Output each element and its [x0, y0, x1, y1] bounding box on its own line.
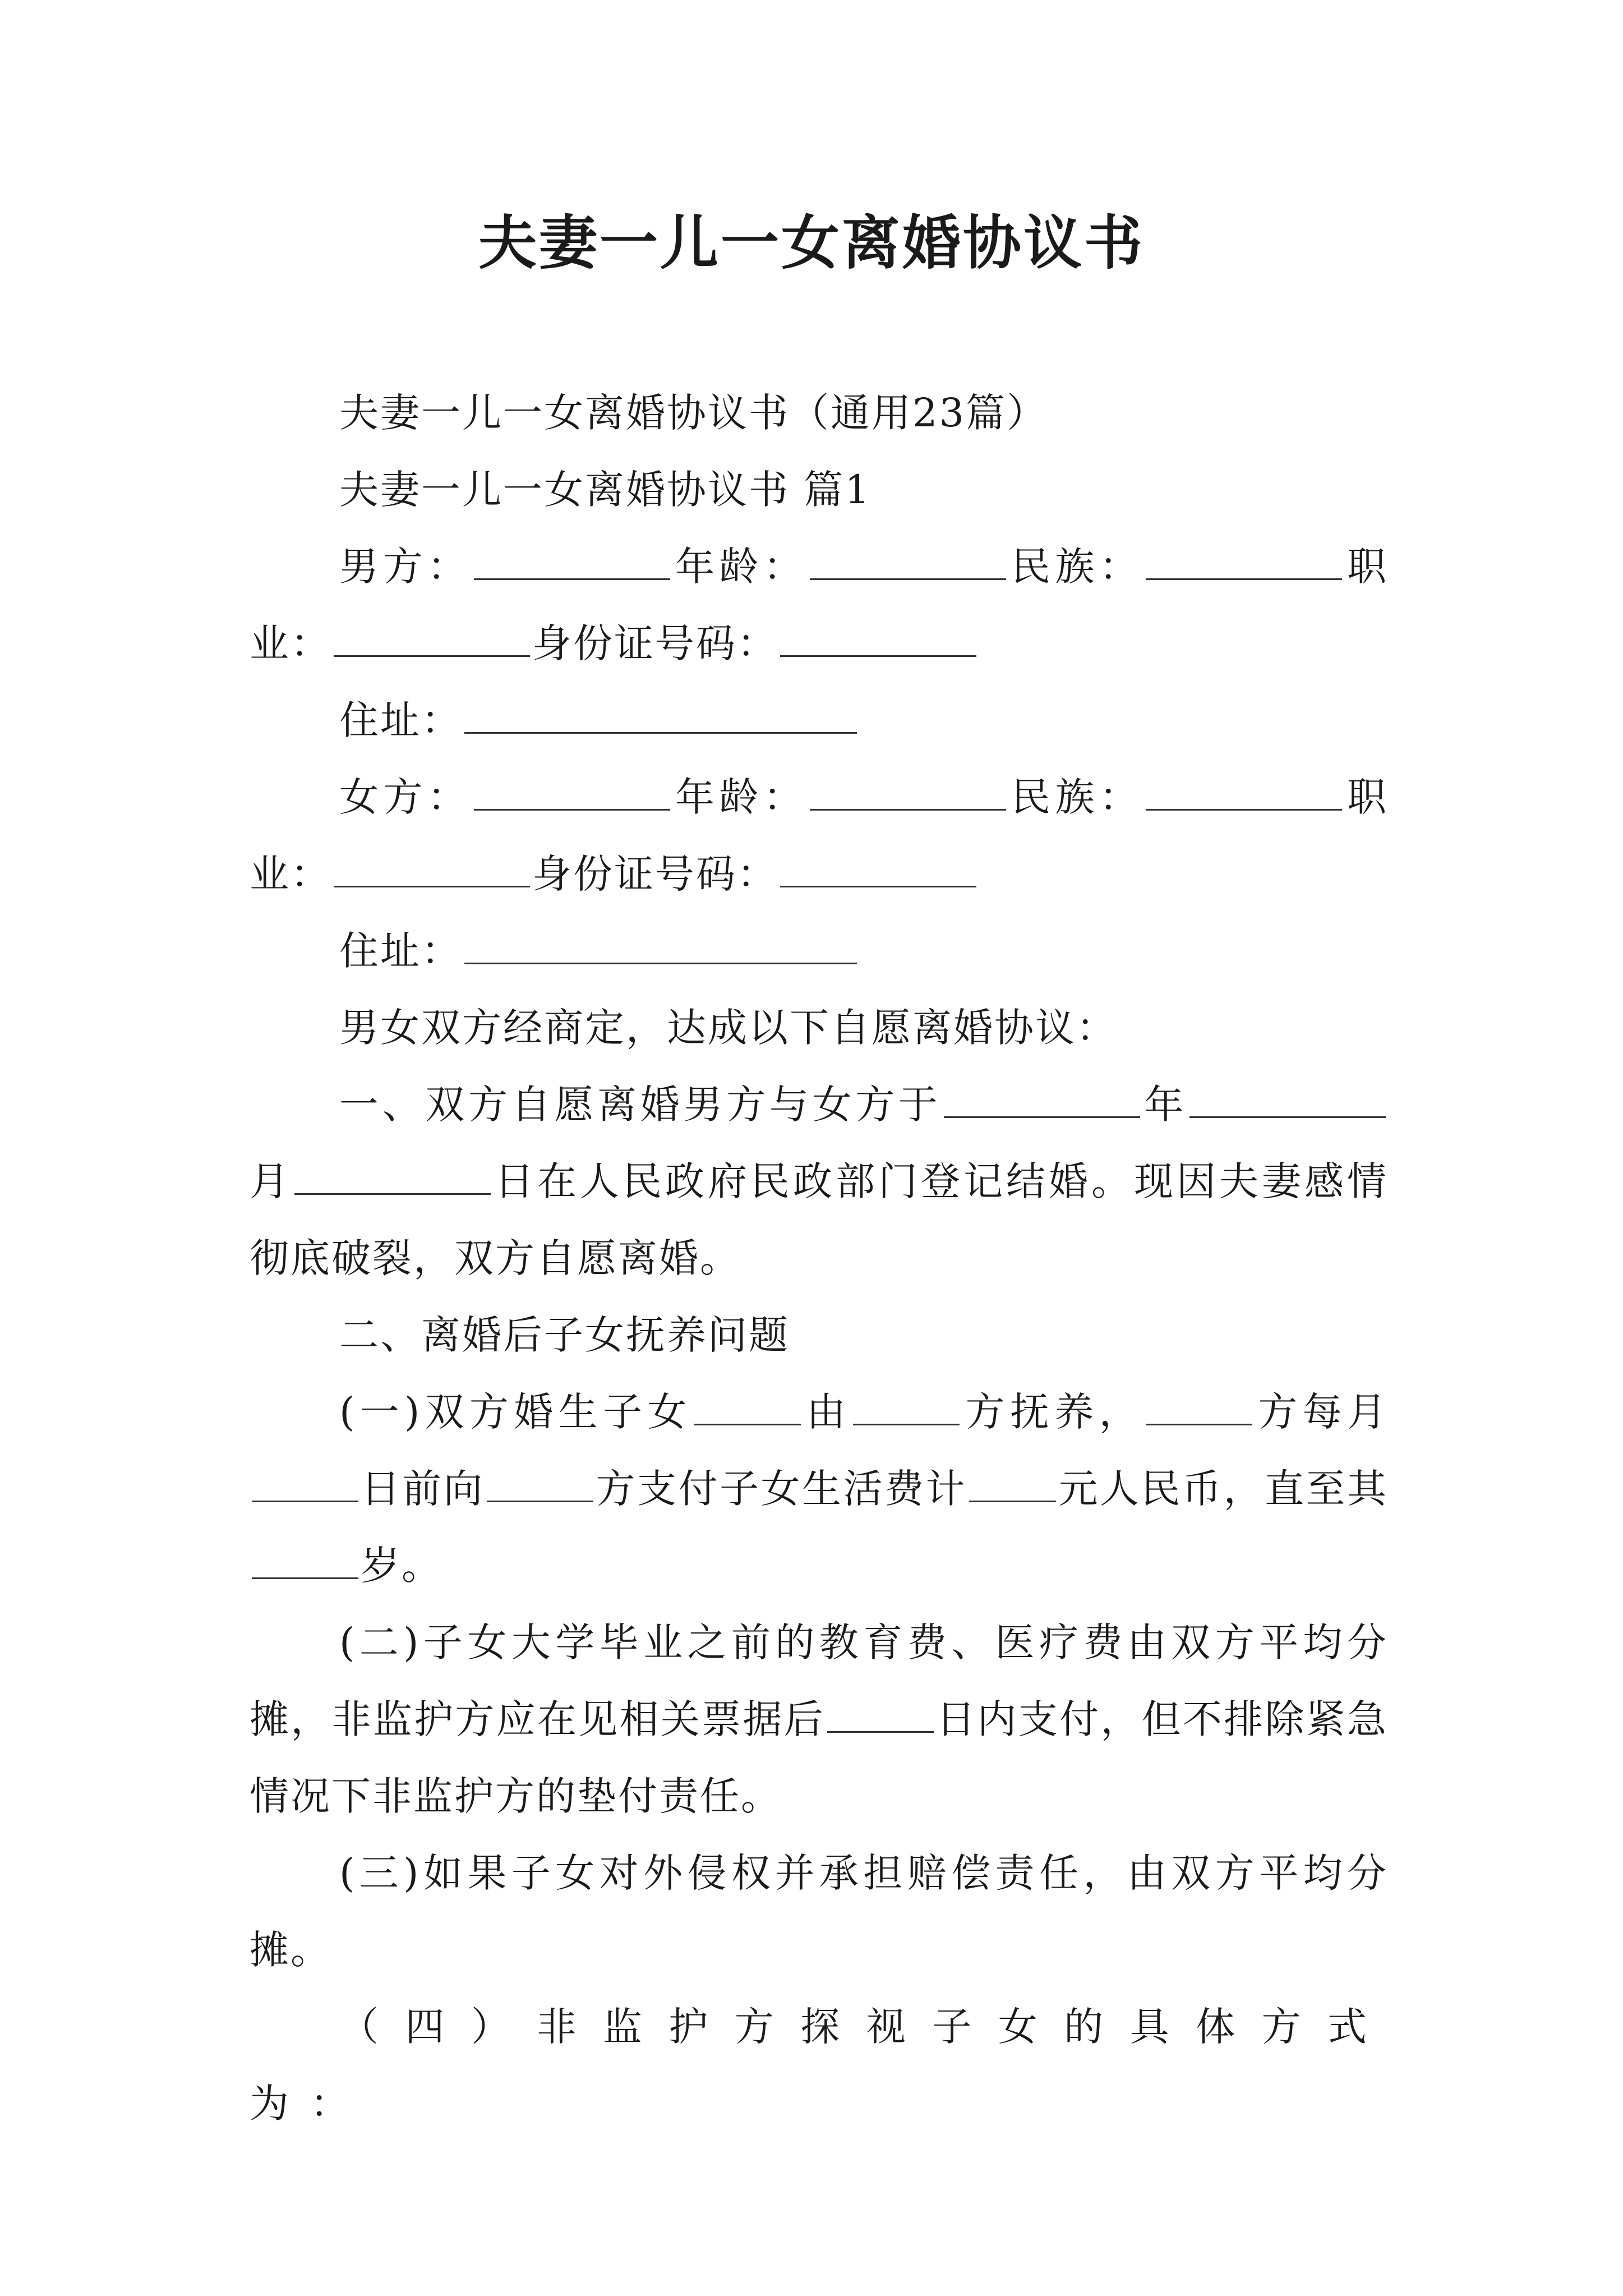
female-address-label: 住址：	[339, 928, 462, 974]
male-age-label: 年龄：	[672, 544, 808, 590]
document-body	[250, 375, 1388, 2142]
sub-2-text-a: (二)子女大学毕业之前的教育费、医疗费由双方平均分摊，非监护方应在见相关票据后	[250, 1619, 1388, 1742]
collection-heading: 夫妻一儿一女离婚协议书（通用23篇）	[339, 390, 1048, 436]
sub-1-text-h: 岁。	[361, 1543, 442, 1589]
male-occupation-label: 职业：	[250, 544, 1388, 666]
child-blank	[694, 1384, 801, 1425]
male-id-label: 身份证号码：	[532, 620, 778, 666]
sub-2-text-b: 日内支付，但不排除紧急情况下非监护方的垫付责任。	[250, 1696, 1389, 1819]
female-id-blank	[780, 846, 976, 887]
document-title: 夫妻一儿一女离婚协议书	[478, 208, 1145, 277]
clause-1	[250, 1066, 1388, 1297]
female-address-line	[250, 913, 1388, 990]
male-label: 男方：	[339, 544, 472, 590]
clause-2-sub-3: (三)如果子女对外侵权并承担赔偿责任，由双方平均分摊。	[250, 1850, 1388, 1973]
female-info-line	[250, 759, 1388, 913]
female-ethnicity-blank	[1146, 770, 1342, 811]
clause-2-sub-2	[250, 1604, 1388, 1835]
custody-party-blank	[853, 1384, 960, 1425]
payer-party-blank	[1146, 1384, 1252, 1425]
male-ethnicity-label: 民族：	[1008, 544, 1144, 590]
sub-1-text-b: 由	[803, 1389, 851, 1435]
female-label: 女方：	[339, 774, 472, 820]
clause-1-text-a: 一、双方自愿离婚男方与女方于	[339, 1082, 942, 1128]
clause-2-heading: 二、离婚后子女抚养问题	[339, 1312, 790, 1358]
clause-1-year: 年	[1142, 1082, 1187, 1128]
male-ethnicity-blank	[1146, 539, 1342, 580]
clause-2-sub-4: （四）非监护方探视子女的具体方式为：	[250, 2004, 1388, 2127]
male-age-blank	[810, 539, 1006, 580]
pay-day-blank	[252, 1461, 358, 1502]
female-name-blank	[474, 770, 670, 811]
male-name-blank	[474, 539, 670, 580]
male-address-label: 住址：	[339, 697, 462, 743]
male-address-blank	[464, 693, 857, 734]
female-occupation-blank	[334, 846, 530, 887]
amount-blank	[969, 1461, 1056, 1502]
female-id-label: 身份证号码：	[532, 851, 778, 897]
male-id-blank	[780, 616, 976, 657]
article-heading: 夫妻一儿一女离婚协议书 篇1	[339, 467, 872, 513]
female-ethnicity-label: 民族：	[1008, 774, 1144, 820]
sub-1-text-a: (一)双方婚生子女	[339, 1389, 692, 1435]
sub-1-text-c: 方抚养，	[962, 1389, 1144, 1435]
clause-1-text-b: 日在人民政府民政部门登记结婚。现因夫妻感情彻底破裂，双方自愿离婚。	[250, 1158, 1388, 1281]
female-age-label: 年龄：	[672, 774, 808, 820]
sub-1-text-g: 元人民币，直至其	[1058, 1466, 1388, 1512]
clause-1-month: 月	[250, 1158, 292, 1204]
sub-1-text-e: 日前向	[361, 1466, 485, 1512]
payment-days-blank	[827, 1692, 934, 1733]
female-age-blank	[810, 770, 1006, 811]
female-address-blank	[464, 923, 857, 964]
marriage-year-blank	[944, 1077, 1140, 1118]
male-occupation-blank	[334, 616, 530, 657]
payee-party-blank	[487, 1461, 593, 1502]
sub-1-text-f: 方支付子女生活费计	[596, 1466, 967, 1512]
male-info-line	[250, 528, 1388, 682]
clause-2-sub-1	[250, 1374, 1388, 1604]
sub-1-text-d: 方每月	[1255, 1389, 1389, 1435]
agreement-intro: 男女双方经商定，达成以下自愿离婚协议：	[339, 1005, 1117, 1051]
male-address-line	[250, 682, 1388, 759]
female-occupation-label: 职业：	[250, 774, 1388, 897]
marriage-month-blank	[1189, 1077, 1386, 1118]
age-limit-blank	[252, 1538, 358, 1579]
marriage-day-blank	[294, 1154, 491, 1195]
